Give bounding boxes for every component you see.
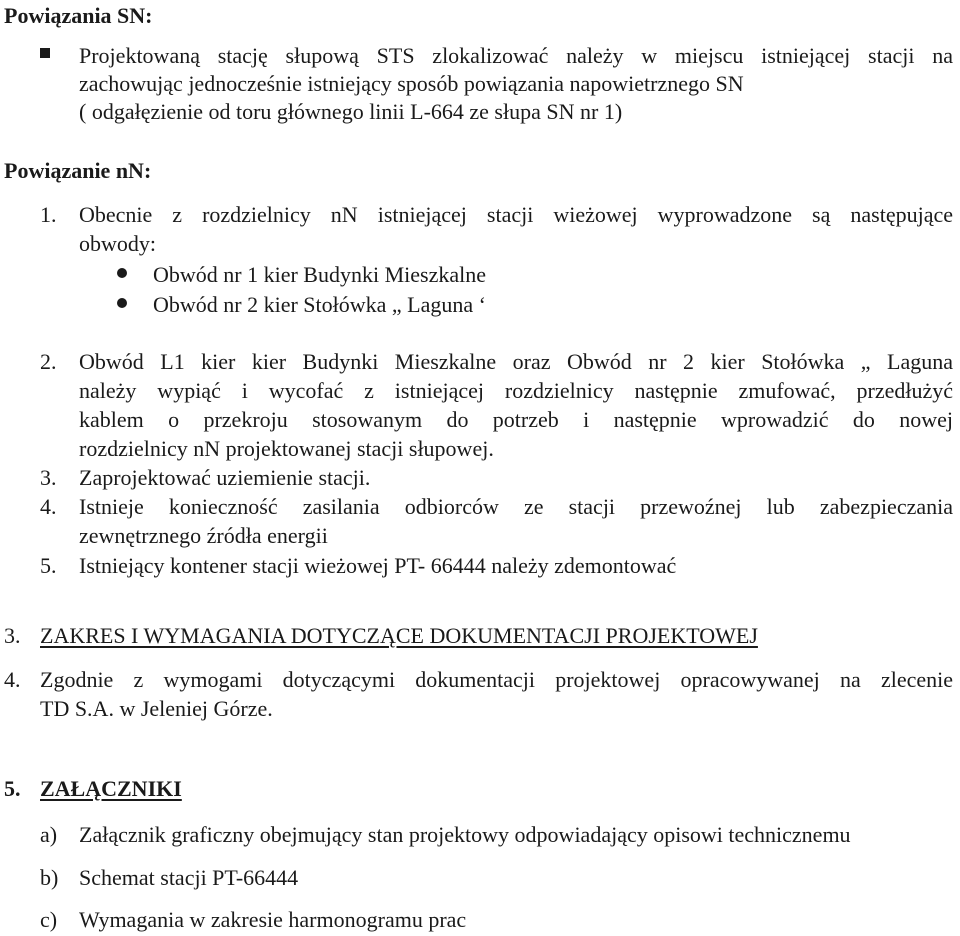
list-item-line: Obecnie z rozdzielnicy nN istniejącej stacji wieżowej wyprowadzone są następujące [79, 202, 953, 227]
list-number: 2. [40, 349, 57, 374]
list-item-line: kablem o przekroju stosowanym do potrzeb i następnie wprowadzić do nowej [79, 407, 953, 432]
section-number: 5. [4, 776, 21, 801]
section-title: ZAŁĄCZNIKI [40, 776, 182, 801]
list-item-line: Zaprojektować uziemienie stacji. [79, 465, 371, 490]
section-number: 3. [4, 623, 21, 648]
list-item-line: Obwód L1 kier kier Budynki Mieszkalne oraz Obwód nr 2 kier Stołówka „ Laguna [79, 349, 953, 374]
list-item-line: rozdzielnicy nN projektowanej stacji słupowej. [79, 436, 494, 461]
section-title: ZAKRES I WYMAGANIA DOTYCZĄCE DOKUMENTACJI PROJEKTOWEJ [40, 623, 758, 648]
sn-item-line: zachowując jednocześnie istniejący sposób powiązania napowietrznego SN [79, 71, 744, 96]
list-number: 5. [40, 553, 57, 578]
sn-item-line: Projektowaną stację słupową STS zlokalizować należy w miejscu istniejącej stacji na [79, 43, 953, 68]
heading-powiazanie-nn: Powiązanie nN: [4, 158, 152, 183]
square-bullet-icon [40, 48, 50, 58]
heading-powiazania-sn: Powiązania SN: [4, 3, 153, 28]
list-item-line: zewnętrznego źródła energii [79, 523, 328, 548]
list-item-line: TD S.A. w Jeleniej Górze. [40, 696, 273, 721]
list-item-line: Istniejący kontener stacji wieżowej PT- 66444 należy zdemontować [79, 553, 677, 578]
bullet-item: Obwód nr 1 kier Budynki Mieszkalne [153, 262, 486, 287]
list-number: 4. [40, 494, 57, 519]
attachment-label: c) [40, 907, 58, 932]
attachment-item: Załącznik graficzny obejmujący stan projektowy odpowiadający opisowi technicznemu [79, 822, 851, 847]
attachment-item: Schemat stacji PT-66444 [79, 865, 299, 890]
sn-item-line: ( odgałęzienie od toru głównego linii L-664 ze słupa SN nr 1) [79, 99, 623, 124]
list-item-line: Zgodnie z wymogami dotyczącymi dokumentacji projektowej opracowywanej na zlecenie [40, 667, 953, 692]
list-item-line: należy wypiąć i wycofać z istniejącej rozdzielnicy następnie zmufować, przedłużyć [79, 378, 953, 403]
list-item-line: obwody: [79, 231, 156, 256]
list-item-line: Istnieje konieczność zasilania odbiorców ze stacji przewoźnej lub zabezpieczania [79, 494, 953, 519]
bullet-dot-icon [117, 298, 127, 308]
attachment-label: a) [40, 822, 58, 847]
attachment-label: b) [40, 865, 59, 890]
bullet-dot-icon [117, 268, 127, 278]
list-number: 1. [40, 202, 57, 227]
bullet-item: Obwód nr 2 kier Stołówka „ Laguna ‘ [153, 292, 486, 317]
attachment-item: Wymagania w zakresie harmonogramu prac [79, 907, 467, 932]
list-number: 3. [40, 465, 57, 490]
list-number: 4. [4, 667, 21, 692]
